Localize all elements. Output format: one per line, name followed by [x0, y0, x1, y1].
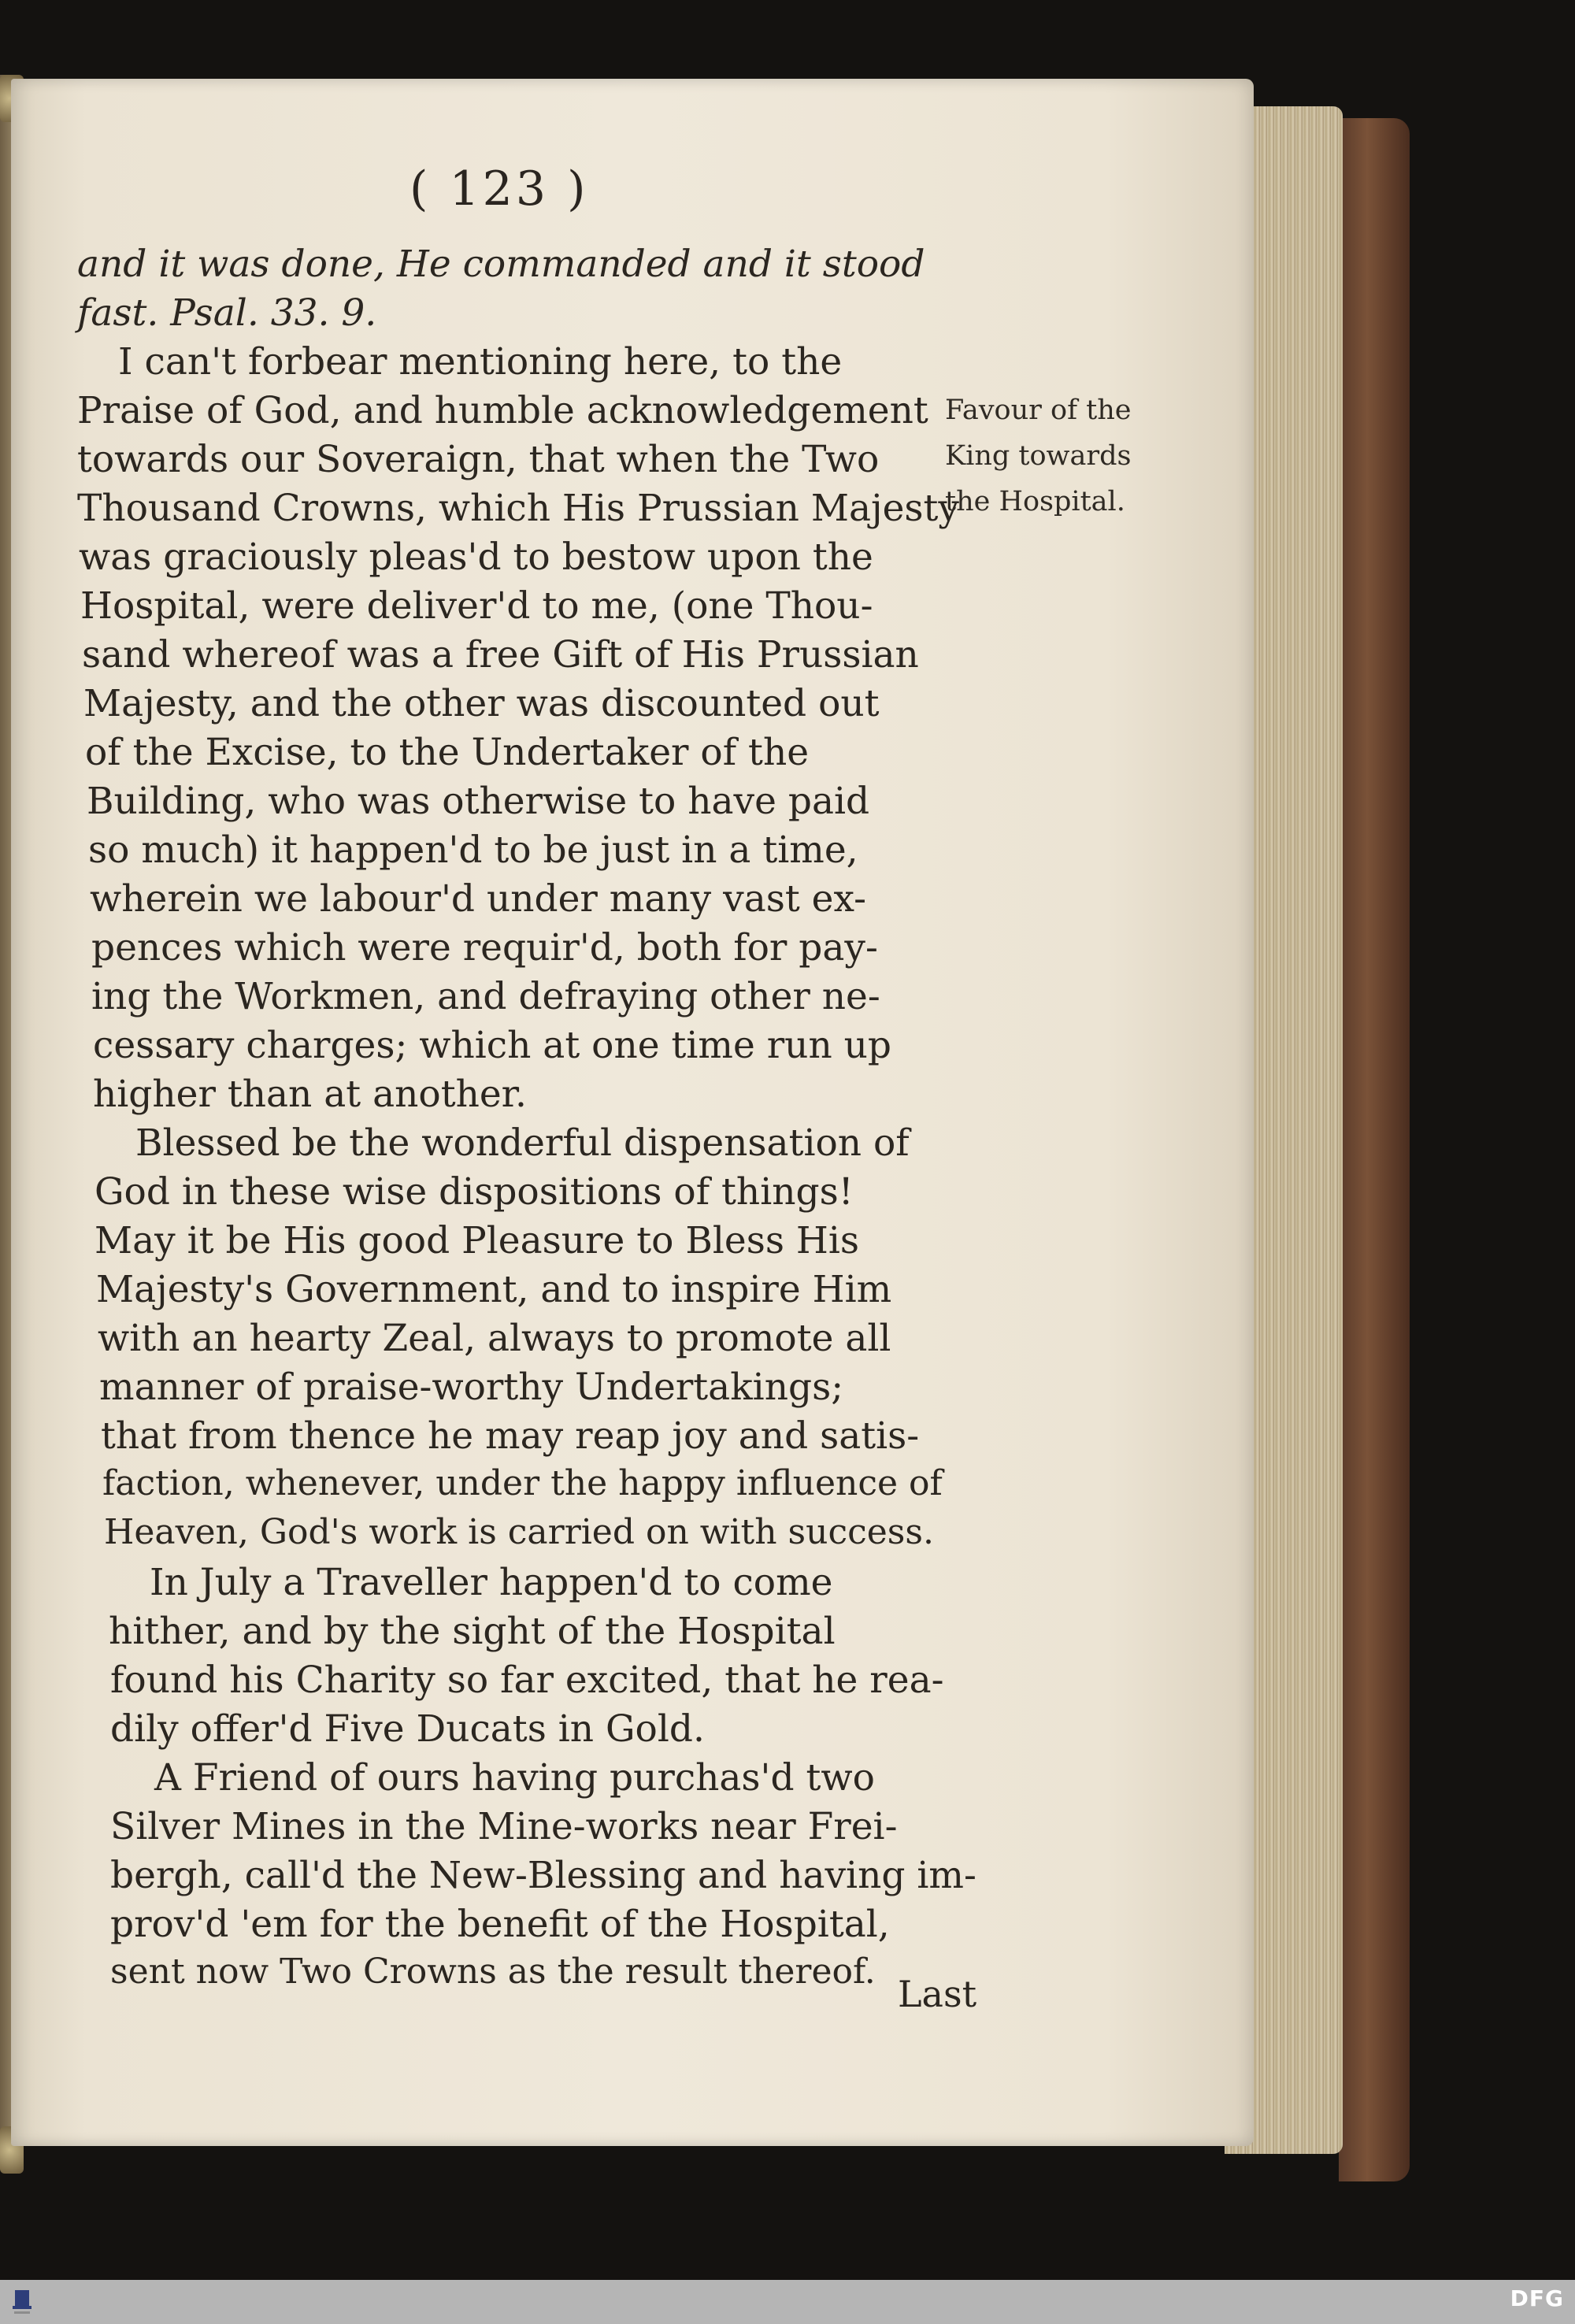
page-number: ( 123 ) — [410, 161, 589, 217]
text-line: sand whereof was a free Gift of His Prussian — [82, 633, 919, 676]
text-line: May it be His good Pleasure to Bless His — [94, 1219, 860, 1262]
text-line: manner of praise-worthy Undertakings; — [99, 1366, 844, 1409]
text-line: so much) it happen'd to be just in a time, — [88, 828, 858, 872]
text-line: Building, who was otherwise to have paid — [87, 780, 870, 823]
text-line: prov'd 'em for the benefit of the Hospital, — [110, 1903, 890, 1946]
text-line: faction, whenever, under the happy influence of — [102, 1463, 943, 1503]
text-line: towards our Soveraign, that when the Two — [77, 438, 880, 481]
text-line: of the Excise, to the Undertaker of the — [85, 731, 810, 774]
text-line: ing the Workmen, and defraying other ne- — [91, 975, 880, 1018]
text-line: dily offer'd Five Ducats in Gold. — [110, 1707, 705, 1751]
text-line: found his Charity so far excited, that he rea- — [110, 1659, 944, 1702]
text-line: bergh, call'd the New-Blessing and having im- — [110, 1854, 976, 1897]
text-line: Thousand Crowns, which His Prussian Majesty — [77, 487, 959, 530]
text-line: Majesty, and the other was discounted out — [83, 682, 880, 725]
bleed-through — [1129, 217, 1137, 261]
text-line: Hospital, were deliver'd to me, (one Thou- — [80, 584, 873, 628]
text-line: God in these wise dispositions of things! — [94, 1170, 854, 1214]
text-line: sent now Two Crowns as the result thereof. — [110, 1951, 876, 1992]
text-line: In July a Traveller happen'd to come — [150, 1561, 833, 1604]
text-line: hither, and by the sight of the Hospital — [109, 1610, 836, 1653]
margin-note-line: King towards — [945, 440, 1132, 472]
margin-note — [945, 387, 1132, 524]
library-logo-icon — [6, 2285, 38, 2319]
text-line: higher than at another. — [93, 1073, 527, 1116]
text-line: with an hearty Zeal, always to promote all — [98, 1317, 891, 1360]
text-line: Blessed be the wonderful dispensation of — [135, 1121, 910, 1165]
text-line: I can't forbear mentioning here, to the — [118, 340, 843, 384]
text-line: A Friend of ours having purchas'd two — [154, 1756, 875, 1800]
text-line: fast. Psal. 33. 9. — [77, 291, 377, 335]
catchword: Last — [898, 1973, 977, 2015]
text-line: cessary charges; which at one time run up — [93, 1024, 892, 1067]
text-line: pences which were requir'd, both for pay- — [91, 926, 878, 969]
book-cover — [1339, 118, 1410, 2181]
text-line: was graciously pleas'd to bestow upon the — [79, 536, 873, 579]
viewer-footer-bar — [0, 2280, 1575, 2324]
text-line: Majesty's Government, and to inspire Him — [96, 1268, 892, 1311]
text-line: Heaven, God's work is carried on with success. — [104, 1512, 934, 1552]
text-line: wherein we labour'd under many vast ex- — [90, 877, 867, 921]
text-line: and it was done, He commanded and it stood — [77, 243, 925, 286]
text-line: Praise of God, and humble acknowledgement — [77, 389, 928, 432]
text-line: Silver Mines in the Mine-works near Frei- — [110, 1805, 898, 1848]
margin-note-line: the Hospital. — [945, 486, 1125, 517]
text-line: that from thence he may reap joy and satis- — [101, 1414, 920, 1458]
margin-note-line: Favour of the — [945, 395, 1132, 426]
dfg-logo: DFG — [1510, 2285, 1564, 2311]
